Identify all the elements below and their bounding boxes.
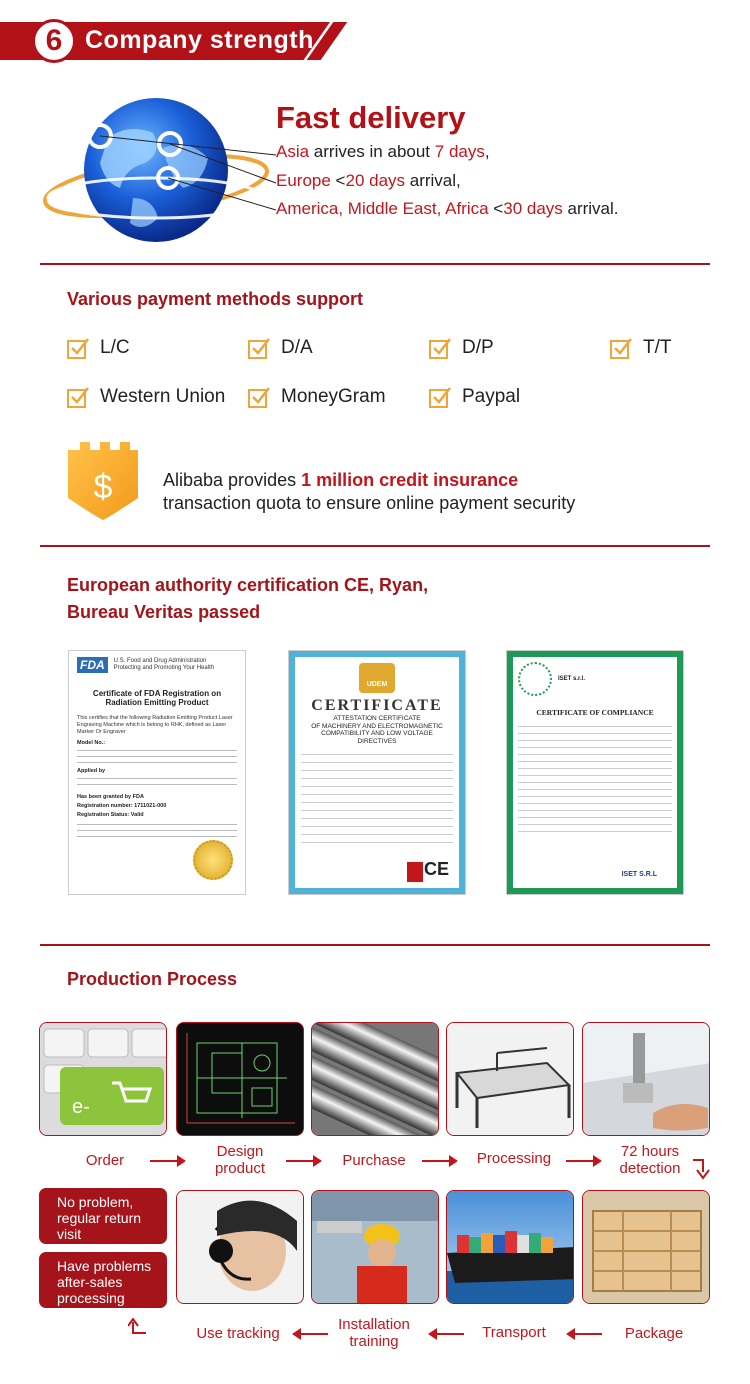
- fda-body: This certifies that the following Radiation Emitting Product Laser Engraving Machine which is belong to RHK, defined as Laser Marker Or Engraver: [77, 715, 233, 735]
- checkbox-icon: [609, 336, 633, 360]
- fda-tagline: Protecting and Promoting Your Health: [113, 665, 215, 671]
- fda-reg-number: Registration number: 1711021-000: [77, 803, 167, 809]
- arrow-left-icon: [430, 1333, 464, 1335]
- delivery-line-america: America, Middle East, Africa <30 days arrival.: [276, 199, 619, 218]
- no-problem-box: No problem, regular return visit: [39, 1188, 167, 1244]
- section-title: Company strength: [85, 26, 314, 54]
- order-photo: [39, 1022, 167, 1136]
- step-use-tracking: Use tracking: [196, 1325, 280, 1342]
- payment-method-label: MoneyGram: [281, 386, 386, 407]
- certification-title-line1: European authority certification CE, Ryan,: [67, 575, 429, 595]
- payment-method: [428, 385, 520, 409]
- arrow-down-icon: [692, 1158, 710, 1180]
- udem-sub1: ATTESTATION CERTIFICATE: [333, 715, 421, 722]
- payment-method: [66, 336, 130, 360]
- arrow-right-icon: [566, 1160, 600, 1162]
- checkbox-icon: [247, 336, 271, 360]
- step-processing: Processing: [476, 1150, 552, 1167]
- shield-dollar-icon: [64, 440, 142, 520]
- payment-method: [66, 385, 225, 409]
- design-photo: [176, 1022, 304, 1136]
- payment-method-label: D/P: [462, 337, 494, 358]
- iset-logo-icon: [518, 662, 552, 696]
- delivery-line-asia: Asia arrives in about 7 days,: [276, 142, 490, 161]
- production-title: Production Process: [67, 969, 238, 989]
- detection-photo: [582, 1022, 710, 1136]
- fda-heading: Certificate of FDA Registration on Radiation Emitting Product: [92, 689, 222, 707]
- udem-sub3: COMPATIBILITY AND LOW VOLTAGE DIRECTIVES: [321, 730, 433, 745]
- step-transport: Transport: [482, 1324, 546, 1341]
- transport-photo: [446, 1190, 574, 1304]
- package-photo: [582, 1190, 710, 1304]
- udem-sub2: OF MACHINERY AND ELECTROMAGNETIC: [311, 722, 443, 730]
- udem-certificate: [288, 650, 466, 895]
- have-problems-box: Have problems after-sales processing: [39, 1252, 167, 1308]
- section-divider: [40, 263, 710, 265]
- payment-method: [428, 336, 494, 360]
- fda-logo: FDA: [77, 657, 108, 673]
- step-purchase: Purchase: [342, 1152, 406, 1169]
- processing-photo: [446, 1022, 574, 1136]
- arrow-right-icon: [286, 1160, 320, 1162]
- iset-certificate: [506, 650, 684, 895]
- payment-title: Various payment methods support: [67, 289, 364, 309]
- fda-reg-status: Registration Status: Valid: [77, 812, 144, 818]
- credit-insurance-line2: transaction quota to ensure online payment security: [163, 493, 576, 513]
- gold-seal-icon: [193, 840, 233, 880]
- ce-mark: CE: [423, 859, 449, 879]
- section-number-badge: 6: [32, 19, 76, 63]
- fda-granted: Has been granted by FDA: [77, 794, 144, 800]
- step-detection: 72 hours detection: [619, 1143, 681, 1177]
- payment-method: [247, 385, 386, 409]
- step-installation: Installation training: [338, 1316, 410, 1350]
- section-divider: [40, 545, 710, 547]
- payment-method-label: Paypal: [462, 386, 521, 407]
- step-design: Design product: [214, 1143, 266, 1177]
- fda-agency: U.S. Food and Drug Administration: [113, 658, 207, 664]
- section-divider: [40, 944, 710, 946]
- checkbox-icon: [428, 385, 452, 409]
- arrow-left-icon: [294, 1333, 328, 1335]
- iset-heading: CERTIFICATE OF COMPLIANCE: [536, 708, 654, 717]
- payment-method-label: T/T: [643, 337, 672, 358]
- fda-model: Model No.:: [77, 740, 106, 746]
- arrow-left-icon: [568, 1333, 602, 1335]
- iset-stamp: ISET S.R.L: [621, 871, 657, 878]
- arrow-right-icon: [422, 1160, 456, 1162]
- payment-method-label: Western Union: [100, 386, 226, 407]
- payment-method-label: L/C: [100, 337, 130, 358]
- globe-icon: [38, 88, 288, 258]
- certification-title-line2: Bureau Veritas passed: [67, 602, 261, 622]
- payment-method: [247, 336, 313, 360]
- credit-insurance-line1: Alibaba provides 1 million credit insurance: [163, 470, 519, 490]
- fast-delivery-title: Fast delivery: [276, 100, 466, 135]
- shield-symbol: $: [93, 468, 113, 506]
- delivery-line-europe: Europe <20 days arrival,: [276, 171, 461, 190]
- arrow-up-icon: [128, 1318, 148, 1338]
- keyboard-key-label: e-: [72, 1096, 90, 1118]
- checkbox-icon: [66, 385, 90, 409]
- udem-badge-icon: [407, 862, 423, 882]
- payment-method: [609, 336, 672, 360]
- fda-applied-by: Applied by: [77, 768, 106, 774]
- checkbox-icon: [247, 385, 271, 409]
- step-package: Package: [624, 1325, 684, 1342]
- payment-method-label: D/A: [281, 337, 313, 358]
- udem-heading: CERTIFICATE: [311, 697, 443, 714]
- udem-logo: UDEM: [359, 663, 395, 693]
- iset-brand: ISET s.r.l.: [558, 676, 586, 682]
- checkbox-icon: [428, 336, 452, 360]
- installation-photo: [311, 1190, 439, 1304]
- purchase-photo: [311, 1022, 439, 1136]
- fda-certificate: [68, 650, 246, 895]
- step-order: Order: [85, 1152, 125, 1169]
- tracking-photo: [176, 1190, 304, 1304]
- arrow-right-icon: [150, 1160, 184, 1162]
- checkbox-icon: [66, 336, 90, 360]
